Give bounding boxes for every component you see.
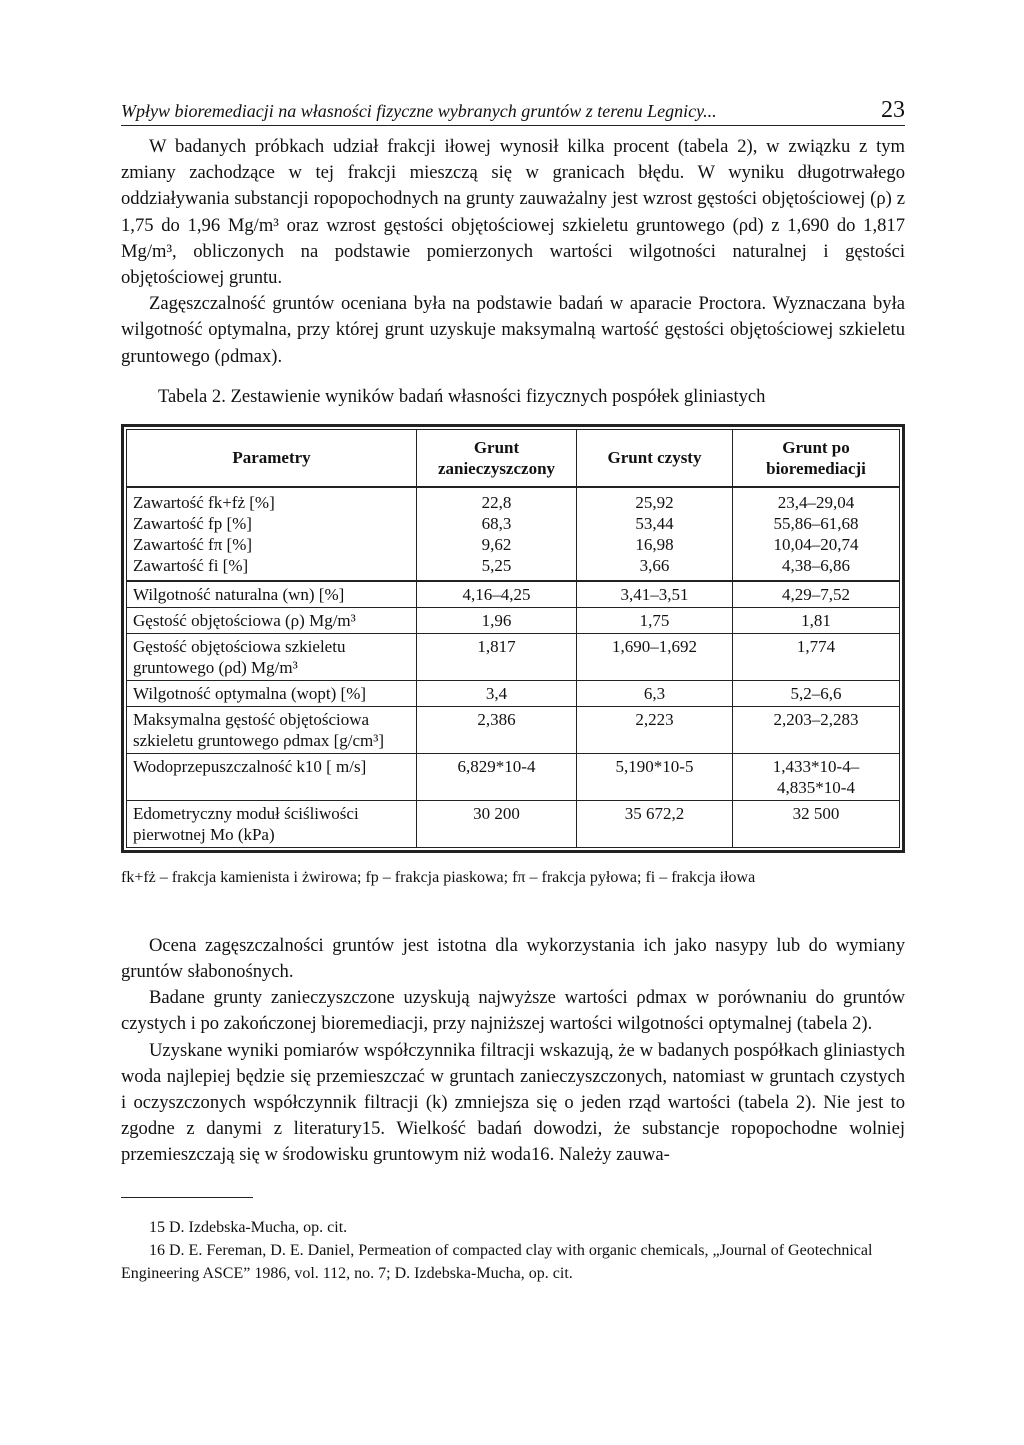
value-cell: 35 672,2 [577,800,733,847]
parameter-cell: Maksymalna gęstość objętościowa szkieletu gruntowego ρdmax [g/cm³] [127,706,417,753]
value-cell: 6,3 [577,680,733,706]
fraction-line: 55,86–61,68 [773,513,859,533]
paragraph: Badane grunty zanieczyszczone uzyskują najwyższe wartości ρdmax w porównaniu do gruntów czystych i po zakończonej bioremediacji, przy najniższej wartości wilgotności optymalnej (tabela 2). [121,987,905,1035]
footnote: 16 D. E. Fereman, D. E. Daniel, Permeation of compacted clay with organic chemicals, „Journal of Geotechnical Engineering ASCE” 1986, vol. 112, no. 7; D. Izdebska-Mucha, op. cit. [121,1241,873,1282]
value-cell: 1,433*10-4–4,835*10-4 [733,753,900,800]
value-cell: 3,41–3,51 [577,581,733,608]
value-cell: 5,2–6,6 [733,680,900,706]
value-cell: 1,75 [577,607,733,633]
table-row [127,800,900,847]
parameter-cell: Wilgotność optymalna (wopt) [%] [127,680,417,706]
value-cell: 1,774 [733,633,900,680]
fraction-line: 25,92 [635,492,674,512]
header-cell: Grunt czysty [577,429,733,487]
table-body [127,487,900,848]
fraction-line: 3,66 [639,555,670,575]
fraction-line: Zawartość fi [%] [133,555,249,575]
table-row [127,607,900,633]
fraction-line: 68,3 [481,513,512,533]
footnote-separator [121,1197,253,1198]
parameter-cell: Wodoprzepuszczalność k10 [ m/s] [127,753,417,800]
value-cell [577,487,733,581]
fraction-line: Zawartość fk+fż [%] [133,492,275,512]
fraction-line: 23,4–29,04 [777,492,855,512]
parameter-cell [127,487,417,581]
value-cell: 30 200 [417,800,577,847]
fraction-line: 10,04–20,74 [773,534,859,554]
value-cell: 5,190*10-5 [577,753,733,800]
footnotes [121,1216,905,1285]
table-row [127,680,900,706]
parameter-cell: Gęstość objętościowa szkieletu gruntowego (ρd) Mg/m³ [127,633,417,680]
fraction-line: 5,25 [481,555,512,575]
paragraph: Uzyskane wyniki pomiarów współczynnika filtracji wskazują, że w badanych pospółkach gliniastych woda najlepiej będzie się przemieszczać w gruntach zanieczyszczonych, natomiast w gruntach czystych i oczyszczonych współczynnik filtracji (k) zmniejsza się o jeden rząd wartości (tabela 2). Nie jest to zgodne z danymi z literatury15. Wielkość badań dowodzi, że substancje ropopochodne wolniej przemieszczają się w środowisku gruntowym niż woda16. Należy zauwa- [121,1039,905,1166]
header-cell: Grunt zanieczyszczony [417,429,577,487]
header-cell: Parametry [127,429,417,487]
paragraph: W badanych próbkach udział frakcji iłowej wynosił kilka procent (tabela 2), w związku z tym zmiany zachodzące w tej frakcji mieszczą się w granicach błędu. W wyniku długotrwałego oddziaływania substancji ropopochodnych na grunty zauważalny jest wzrost gęstości objętościowej (ρ) z 1,75 do 1,96 Mg/m³ oraz wzrost gęstości objętościowej szkieletu gruntowego (ρd) z 1,690 do 1,817 Mg/m³, obliczonych na podstawie pomierzonych wartości wilgotności naturalnej i gęstości objętościowej gruntu. [121,136,905,289]
fraction-block-row [127,487,900,581]
value-cell: 2,386 [417,706,577,753]
value-cell: 2,203–2,283 [733,706,900,753]
value-cell: 32 500 [733,800,900,847]
value-cell [733,487,900,581]
running-title: Wpływ bioremediacji na własności fizyczne wybranych gruntów z terenu Legnicy... [121,101,717,121]
value-cell: 1,817 [417,633,577,680]
table-row [127,706,900,753]
table-row [127,581,900,608]
fraction-line: Zawartość fπ [%] [133,534,253,554]
header-cell: Grunt po bioremediacji [733,429,900,487]
value-cell [417,487,577,581]
value-cell: 4,29–7,52 [733,581,900,608]
value-cell: 3,4 [417,680,577,706]
value-cell: 1,690–1,692 [577,633,733,680]
value-cell: 1,81 [733,607,900,633]
parameter-cell: Edometryczny moduł ściśliwości pierwotnej Mo (kPa) [127,800,417,847]
table-row [127,753,900,800]
fraction-line: 4,38–6,86 [782,555,850,575]
paragraph: Zagęszczalność gruntów oceniana była na podstawie badań w aparacie Proctora. Wyznaczana była wilgotność optymalna, przy której grunt uzyskuje maksymalną wartość gęstości objętościowej szkieletu gruntowego (ρdmax). [121,293,905,367]
results-table [121,424,905,853]
value-cell: 2,223 [577,706,733,753]
page [121,92,905,1285]
footnote: 15 D. Izdebska-Mucha, op. cit. [149,1218,348,1236]
value-cell: 1,96 [417,607,577,633]
value-cell: 4,16–4,25 [417,581,577,608]
page-number: 23 [881,97,905,123]
table-row [127,633,900,680]
running-header [121,92,905,126]
parameter-cell: Gęstość objętościowa (ρ) Mg/m³ [127,607,417,633]
paragraph: Ocena zagęszczalności gruntów jest istotna dla wykorzystania ich jako nasypy lub do wymiany gruntów słabonośnych. [121,934,905,983]
fraction-line: 16,98 [635,534,674,554]
table-caption: Tabela 2. Zestawienie wyników badań własności fizycznych pospółek gliniastych [158,385,766,407]
table-legend: fk+fż – frakcja kamienista i żwirowa; fp – frakcja piaskowa; fπ – frakcja pyłowa; fi – frakcja iłowa [121,868,756,886]
fraction-line: 9,62 [481,534,512,554]
fraction-line: 22,8 [481,492,512,512]
parameter-cell: Wilgotność naturalna (wn) [%] [127,581,417,608]
fraction-line: 53,44 [635,513,674,533]
value-cell: 6,829*10-4 [417,753,577,800]
fraction-line: Zawartość fp [%] [133,513,252,533]
table-header-row [127,429,900,487]
